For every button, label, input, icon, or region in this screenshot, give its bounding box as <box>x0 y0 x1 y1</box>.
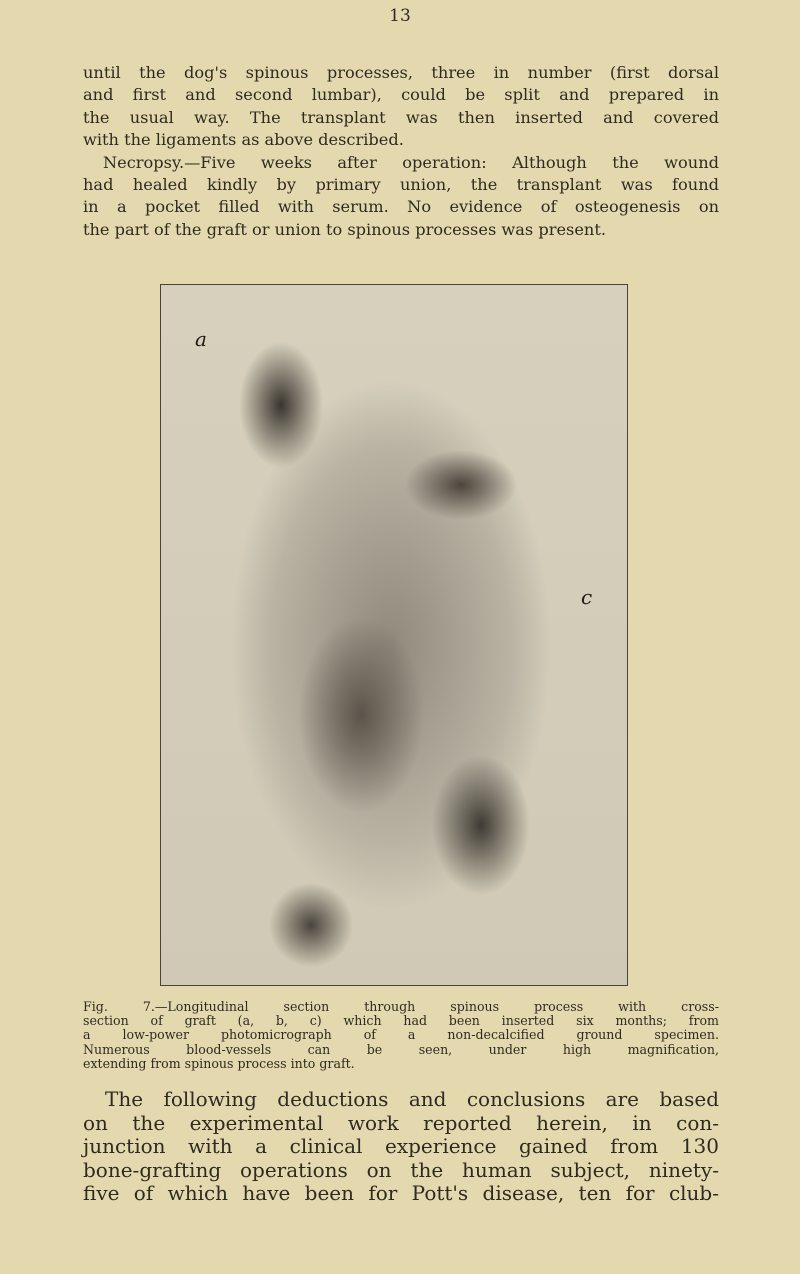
figure-caption <box>83 1000 719 1071</box>
page-number: 13 <box>389 6 411 26</box>
caption-line: Numerous blood-vessels can be seen, under high magnification, <box>83 1041 719 1057</box>
photomicrograph-figure <box>160 284 628 986</box>
text-line: with the ligaments as above described. <box>83 130 404 150</box>
caption-line: section of graft (a, b, c) which had been inserted six months; from <box>83 1013 719 1029</box>
text-line: in a pocket filled with serum. No evidence of osteogenesis on <box>83 197 719 217</box>
text-line: on the experimental work reported herein, in con- <box>83 1110 719 1135</box>
figure-label-a: a <box>195 327 207 351</box>
text-line: and first and second lumbar), could be split and prepared in <box>83 85 719 105</box>
caption-line: a low-power photomicrograph of a non-decalcified ground specimen. <box>83 1027 719 1043</box>
caption-line: extending from spinous process into graft. <box>83 1055 355 1071</box>
text-line: until the dog's spinous processes, three in number (first dorsal <box>83 63 719 82</box>
text-line: had healed kindly by primary union, the transplant was found <box>83 175 719 195</box>
text-line: Necropsy.—Five weeks after operation: Although the wound <box>103 152 719 172</box>
text-line: the usual way. The transplant was then inserted and covered <box>83 107 719 127</box>
caption-line: Fig. 7.—Longitudinal section through spinous process with cross- <box>83 999 719 1014</box>
paragraph-necropsy <box>83 62 719 241</box>
figure-label-c: c <box>581 585 593 609</box>
text-line: The following deductions and conclusions are based <box>105 1087 719 1111</box>
paragraph-conclusions <box>83 1088 719 1206</box>
text-line: the part of the graft or union to spinous processes was present. <box>83 219 606 239</box>
text-line: bone-grafting operations on the human subject, ninety- <box>83 1157 719 1182</box>
text-line: junction with a clinical experience gained from 130 <box>83 1134 719 1159</box>
text-line: five of which have been for Pott's disease, ten for club- <box>83 1181 719 1206</box>
